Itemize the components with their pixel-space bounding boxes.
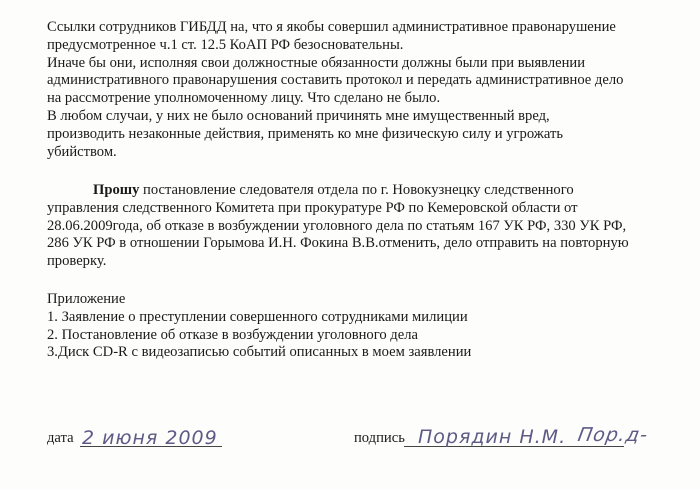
date-label: дата — [47, 430, 74, 446]
request-bold-word: Прошу — [93, 182, 140, 198]
signature-label: подпись — [354, 430, 405, 446]
request-paragraph — [47, 182, 677, 271]
attachments-list: Приложение 1. Заявление о преступлении совершенного сотрудниками милиции 2. Постановление об отказе в возбуждении уголовного дела 3.Диск CD-R с видеозаписью событий описанных в моем заявлении — [47, 291, 472, 361]
statement-paragraph: Ссылки сотрудников ГИБДД на, что я якобы совершил административное правонарушение предусмотренное ч.1 ст. 12.5 КоАП РФ безосновательны. Иначе бы они, исполняя свои должностные обязанности должны были при выявлении административного правонарушения составить протокол и передать административное дело на рассмотрение уполномоченному лицу. Что сделано не было. В любом случаи, у них не было оснований причинять мне имущественный вред, производить незаконные действия, применять ко мне физическую силу и угрожать убийством. — [47, 19, 624, 160]
handwritten-signature: Пор.д- — [576, 424, 650, 446]
handwritten-date: 2 июня 2009 — [82, 427, 218, 449]
request-text: постановление следователя отдела по г. Новокузнецку следственного управления следственного Комитета при прокуратуре РФ по Кемеровской области от 28.06.2009года, об отказе в возбуждении уголовного дела по статьям 167 УК РФ, 330 УК РФ, 286 УК РФ в отношении Горымова И.Н. Фокина В.В.отменить, дело отправить на повторную проверку. — [47, 182, 629, 270]
handwritten-name: Порядин Н.М. — [418, 426, 567, 448]
